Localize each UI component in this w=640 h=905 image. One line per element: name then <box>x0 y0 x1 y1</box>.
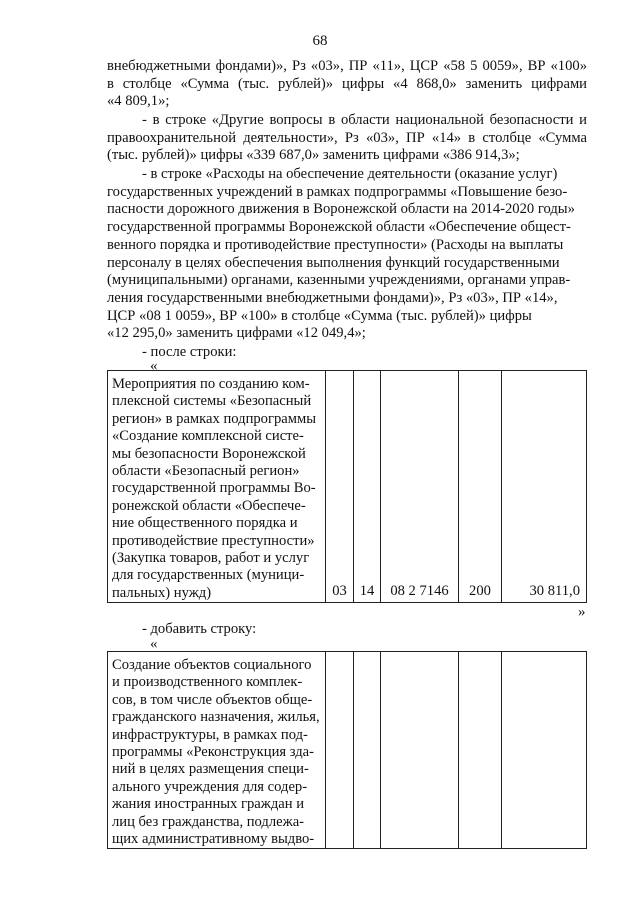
paragraph-line: персоналу в целях обеспечения выполнения функций государственными <box>107 254 560 271</box>
paragraph-line: (муниципальными) органами, казенными учреждениями, органами управ- <box>107 272 571 289</box>
after-row-label: - после строки: <box>142 344 237 360</box>
page-number: 68 <box>312 33 328 49</box>
paragraph-line: «4 809,1»; <box>107 93 170 110</box>
open-quote-1: « <box>150 358 158 374</box>
row-description: Создание объектов социального и производственного комплек- сов, в том числе объектов обще- гражданского назначения, жилья, инфраструктуры, в рамках под- программы «Реконструкция зда- ний в целях размещения специ- ального учреждения для содер- жания иностранных граждан и лиц без гражданства, подлежа- щих административному выдво- <box>108 652 326 849</box>
row-description: Мероприятия по созданию ком- плексной системы «Безопасный регион» в рамках подпрограммы «Создание комплексной систе- мы безопасности Воронежской области «Безопасный регион» государственной программы Во- ронежской области «Обеспече- ние общественного порядка и противодействие преступности» (Закупка товаров, работ и услуг для государственных (муници- пальных) нужд) <box>108 371 326 603</box>
cell-pr: 14 <box>354 371 381 603</box>
cell-rz: 03 <box>326 371 354 603</box>
paragraph-line: государственной программы Воронежской области «Обеспечение общест- <box>107 219 571 236</box>
cell-amount: 30 811,0 <box>502 371 587 603</box>
cell-pr <box>354 652 381 849</box>
paragraph-line: - в строке «Расходы на обеспечение деятельности (оказание услуг) <box>142 166 558 182</box>
paragraph-line: (тыс. рублей)» цифры «339 687,0» заменить цифрами «386 914,3»; <box>107 147 520 164</box>
cell-vr: 200 <box>459 371 502 603</box>
paragraph-2 <box>107 112 587 165</box>
paragraph-line: ЦСР «08 1 0059», ВР «100» в столбце «Сумма (тыс. рублей)» цифры <box>107 307 532 324</box>
cell-rz <box>326 652 354 849</box>
paragraph-3 <box>107 166 587 343</box>
paragraph-line: пасности дорожного движения в Воронежской области на 2014-2020 годы» <box>107 201 575 218</box>
paragraph-1 <box>107 58 587 111</box>
add-row-label: - добавить строку: <box>142 621 257 637</box>
cell-vr <box>459 652 502 849</box>
paragraph-line: государственных учреждений в рамках подпрограммы «Повышение безо- <box>107 183 568 200</box>
paragraph-line: венного порядка и противодействие преступности» (Расходы на выплаты <box>107 236 564 253</box>
table-row <box>108 652 587 849</box>
table-row <box>108 371 587 603</box>
paragraph-line: в столбце «Сумма (тыс. рублей)» цифры «4 868,0» заменить цифрами <box>107 75 587 92</box>
cell-amount <box>502 652 587 849</box>
open-quote-2: « <box>150 636 158 652</box>
table-existing-row <box>107 370 587 603</box>
paragraph-line: - в строке «Другие вопросы в области национальной безопасности и <box>142 112 587 128</box>
cell-csr <box>381 652 459 849</box>
paragraph-line: «12 295,0» заменить цифрами «12 049,4»; <box>107 325 366 342</box>
table-new-row <box>107 651 587 849</box>
cell-csr: 08 2 7146 <box>381 371 459 603</box>
paragraph-line: ления государственными внебюджетными фондами)», Рз «03», ПР «14», <box>107 289 558 306</box>
paragraph-line: внебюджетными фондами)», Рз «03», ПР «11», ЦСР «58 5 0059», ВР «100» <box>107 58 587 74</box>
paragraph-line: правоохранительной деятельности», Рз «03», ПР «14» в столбце «Сумма <box>107 129 587 146</box>
close-quote-1: » <box>578 604 586 620</box>
